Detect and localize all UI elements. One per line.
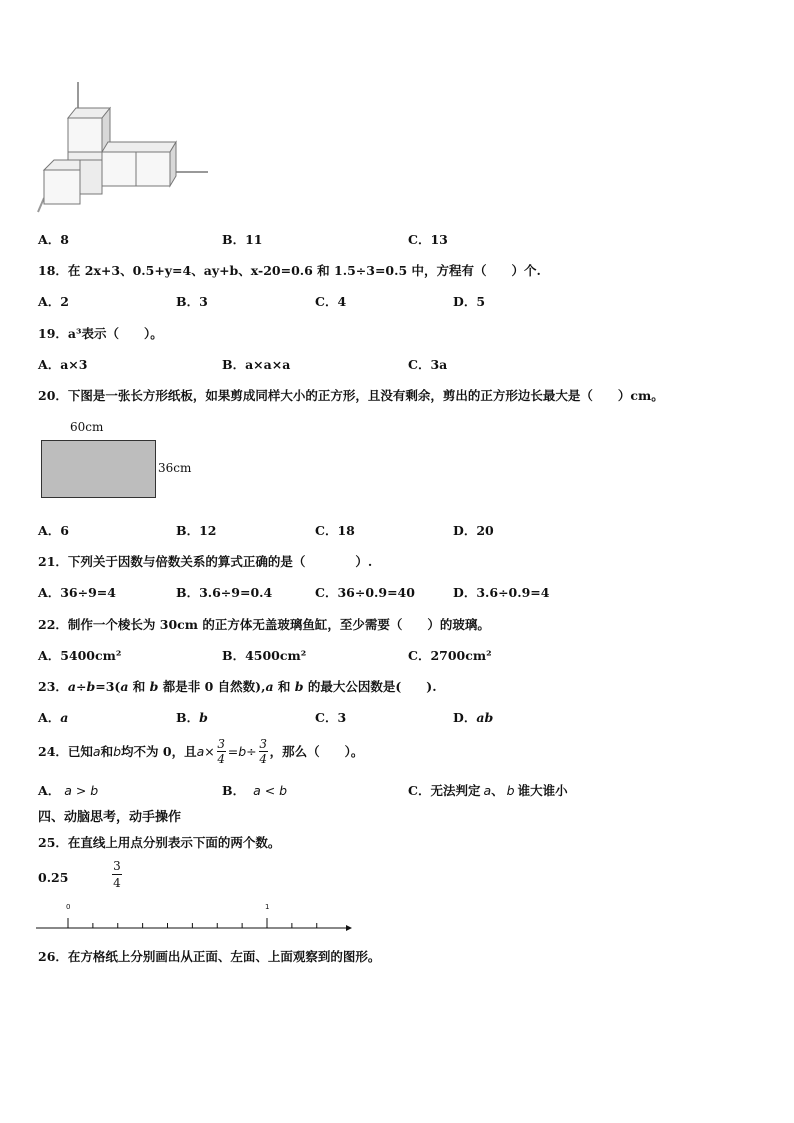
q18-option-b: B．3 [176,294,208,309]
q24-fraction-1: $\frac{3}{4}$ [217,736,226,766]
q26-text: 26．在方格纸上分别画出从正面、左面、上面观察到的图形。 [38,949,381,964]
q21-text: 21．下列关于因数与倍数关系的算式正确的是（ ）. [38,554,373,569]
q17-option-b: B．11 [222,232,263,247]
cube-figure [36,80,216,215]
q24-fraction-2: $\frac{3}{4}$ [259,736,267,766]
q25-fraction: 3 4 [113,859,121,890]
q25-number-1: 0.25 [38,870,69,885]
q19-option-b: B．a×a×a [222,357,291,372]
q18-text: 18．在 2x+3、0.5+y=4、ay+b、x-20=0.6 和 1.5÷3=0.5 中，方程有（ ）个. [38,263,541,278]
q18-option-d: D．5 [453,294,486,309]
q23-option-c: C．3 [315,710,347,725]
q22-option-c: C．2700cm² [408,648,492,663]
q21-option-d: D．3.6÷0.9=4 [453,585,550,600]
q18-option-c: C．4 [315,294,347,309]
q24-option-b: B． a < b [222,783,288,798]
q20-text: 20．下图是一张长方形纸板，如果剪成同样大小的正方形，且没有剩余，剪出的正方形边长最大是（ ）cm。 [38,388,664,403]
q17-option-c: C．13 [408,232,448,247]
q23-option-b: B．b [176,710,208,725]
q23-option-a: A．a [38,710,69,725]
q19-option-a: A．a×3 [38,357,88,372]
q25-text: 25．在直线上用点分别表示下面的两个数。 [38,835,281,850]
number-line [36,900,356,940]
q23-text: 23．a÷b=3(a 和 b 都是非 0 自然数),a 和 b 的最大公因数是( ). [38,679,437,694]
q19-option-c: C．3a [408,357,448,372]
q20-option-a: A．6 [38,523,69,538]
q18-option-a: A．2 [38,294,69,309]
q19-text: 19．a³表示（ ）。 [38,326,163,341]
q24-option-c: C．无法判定 a、 b 谁大谁小 [408,783,568,798]
q21-option-a: A．36÷9=4 [38,585,116,600]
q24-text: 24．已知 a 和 b 均不为 0，且 a × $\frac{3}{4}$ = b ÷ $\frac{3}{4}$ ，那么（ ）。 [38,736,364,766]
q17-option-a: A．8 [38,232,69,247]
q20-width-label: 60cm [70,420,104,434]
number-line-label-0: 0 [66,903,71,911]
q20-height-label: 36cm [158,461,192,475]
q22-option-a: A．5400cm² [38,648,122,663]
q20-option-b: B．12 [176,523,217,538]
q22-text: 22．制作一个棱长为 30cm 的正方体无盖玻璃鱼缸，至少需要（ ）的玻璃。 [38,617,490,632]
q21-option-b: B．3.6÷9=0.4 [176,585,273,600]
q20-option-d: D．20 [453,523,494,538]
q24-option-a: A． a > b [38,783,99,798]
q20-rectangle [41,440,156,498]
q23-option-d: D．ab [453,710,494,725]
q22-option-b: B．4500cm² [222,648,307,663]
section-4-title: 四、动脑思考，动手操作 [38,810,182,825]
q21-option-c: C．36÷0.9=40 [315,585,415,600]
q20-option-c: C．18 [315,523,355,538]
number-line-label-1: 1 [265,903,270,911]
